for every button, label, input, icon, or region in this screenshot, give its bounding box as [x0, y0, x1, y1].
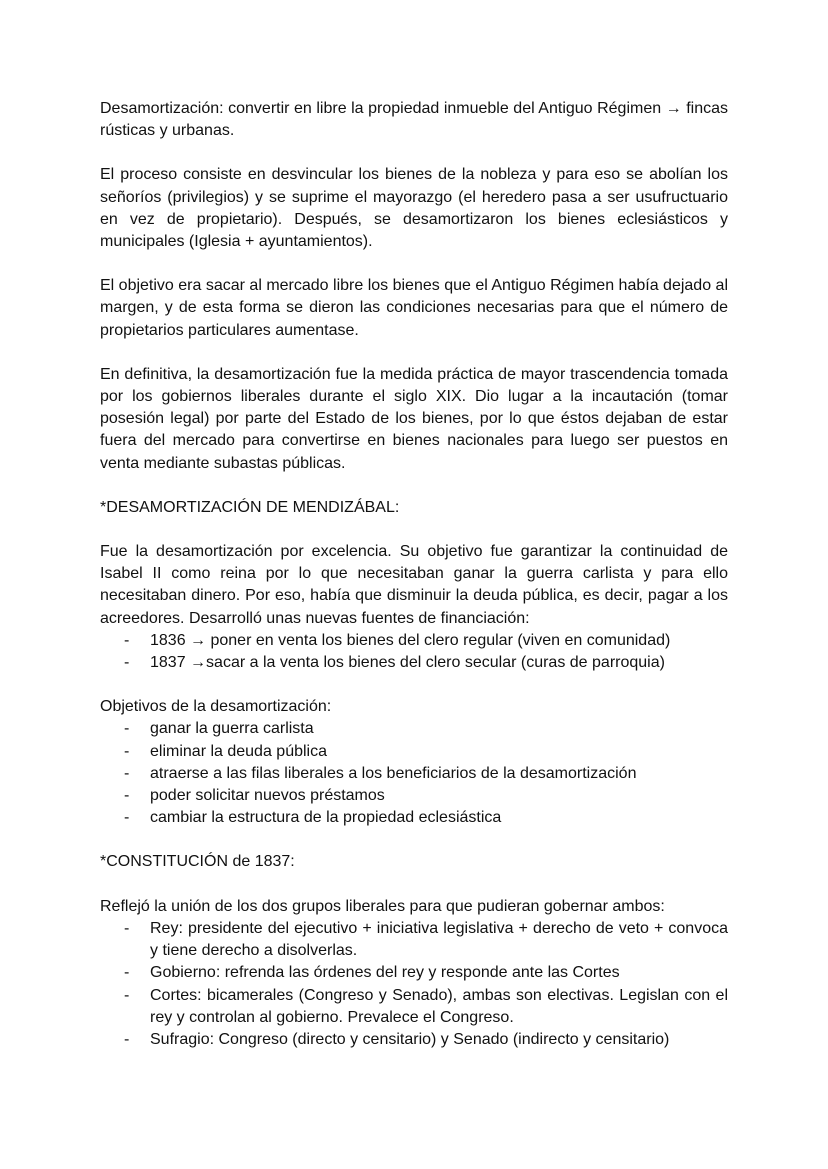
bullet-dash: -	[124, 631, 130, 649]
paragraph-conclusion: En definitiva, la desamortización fue la medida práctica de mayor trascendencia tomada por los gobiernos liberales durante el siglo XIX. Dio lugar a la incautación (tomar posesión legal) por parte del Estado de los bienes, por lo que éstos dejaban de estar fuera del mercado para convertirse en bienes nacionales para luego ser puestos en venta mediante subastas públicas.	[100, 365, 728, 472]
heading-mendizabal: *DESAMORTIZACIÓN DE MENDIZÁBAL:	[100, 498, 400, 516]
list-item: - 1837 →sacar a la venta los bienes del clero secular (curas de parroquia)	[100, 652, 728, 674]
heading-objetivos: Objetivos de la desamortización:	[100, 698, 332, 716]
bullet-dash: -	[124, 809, 130, 827]
list-item: - cambiar la estructura de la propiedad eclesiástica	[100, 807, 728, 829]
list-item: - atraerse a las filas liberales a los beneficiarios de la desamortización	[100, 763, 728, 785]
list-item: - poder solicitar nuevos préstamos	[100, 785, 728, 807]
bullet-dash: -	[124, 742, 130, 760]
bullet-dash: -	[124, 764, 130, 782]
bullet-dash: -	[124, 986, 130, 1004]
bullet-dash: -	[124, 787, 130, 805]
list-item: - ganar la guerra carlista	[100, 718, 728, 740]
bullet-dash: -	[124, 654, 130, 672]
paragraph-constitucion-intro: Reflejó la unión de los dos grupos liberales para que pudieran gobernar ambos:	[100, 897, 665, 915]
paragraph-definition: Desamortización: convertir en libre la propiedad inmueble del Antiguo Régimen → fincas rústicas y urbanas.	[100, 100, 728, 140]
document-page	[100, 98, 728, 1051]
heading-constitucion: *CONSTITUCIÓN de 1837:	[100, 853, 295, 871]
list-mendizabal	[100, 630, 728, 674]
list-item: - Sufragio: Congreso (directo y censitario) y Senado (indirecto y censitario)	[100, 1029, 728, 1051]
list-item: - eliminar la deuda pública	[100, 741, 728, 763]
paragraph-objective: El objetivo era sacar al mercado libre los bienes que el Antiguo Régimen había dejado al margen, y de esta forma se dieron las condiciones necesarias para que el número de propietarios particulares aumentase.	[100, 277, 728, 339]
bullet-dash: -	[124, 720, 130, 738]
paragraph-process: El proceso consiste en desvincular los bienes de la nobleza y para eso se abolían los señoríos (privilegios) y se suprime el mayorazgo (el heredero pasa a ser usufructuario en vez de propietario). Después, se desamortizaron los bienes eclesiásticos y municipales (Iglesia + ayuntamientos).	[100, 166, 728, 251]
list-constitucion	[100, 918, 728, 1051]
paragraph-mendizabal-intro: Fue la desamortización por excelencia. Su objetivo fue garantizar la continuidad de Isabel II como reina por lo que necesitaban ganar la guerra carlista y para ello necesitaban dinero. Por eso, había que disminuir la deuda pública, es decir, pagar a los acreedores. Desarrolló unas nuevas fuentes de financiación:	[100, 543, 728, 627]
list-item: - Gobierno: refrenda las órdenes del rey y responde ante las Cortes	[100, 962, 728, 984]
bullet-dash: -	[124, 919, 130, 937]
bullet-dash: -	[124, 964, 130, 982]
list-item: - Rey: presidente del ejecutivo + iniciativa legislativa + derecho de veto + convoca y tiene derecho a disolverlas.	[124, 919, 728, 960]
list-item: - Cortes: bicamerales (Congreso y Senado), ambas son electivas. Legislan con el rey y controlan al gobierno. Prevalece el Congreso.	[124, 986, 728, 1026]
list-item: - 1836 → poner en venta los bienes del clero regular (viven en comunidad)	[100, 630, 728, 652]
list-objetivos	[100, 718, 728, 829]
bullet-dash: -	[124, 1030, 130, 1048]
